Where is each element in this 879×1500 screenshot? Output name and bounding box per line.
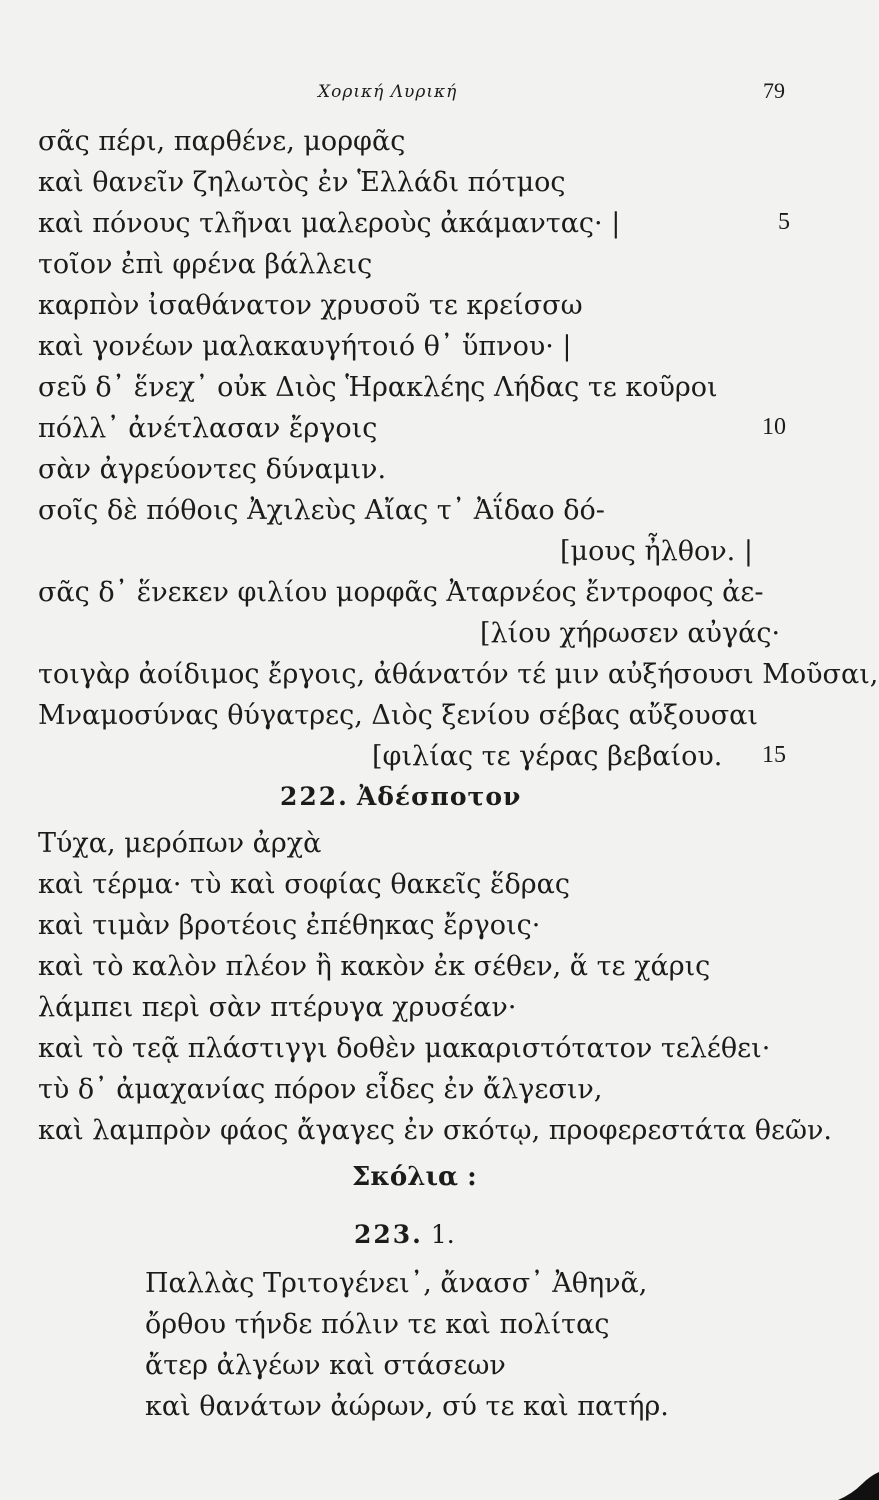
- verse-line: πόλλ᾽ ἀνέτλασαν ἔργοις: [38, 413, 378, 444]
- verse-line: καὶ τὸ τεᾷ πλάστιγγι δοθὲν μακαριστότατον τελέθει·: [38, 1033, 771, 1064]
- poem-index: 1.: [430, 1220, 455, 1249]
- verse-line: καὶ γονέων μαλακαυγήτοιό θ᾽ ὕπνου· |: [38, 331, 572, 362]
- verse-line: καὶ θανάτων ἀώρων, σύ τε καὶ πατήρ.: [145, 1391, 669, 1422]
- verse-line: σᾶς πέρι, παρθένε, μορφᾶς: [38, 126, 406, 157]
- verse-line: καὶ πόνους τλῆναι μαλεροὺς ἀκάμαντας· |: [38, 208, 621, 239]
- section-number: 222.: [280, 782, 349, 811]
- verse-line: τοιγὰρ ἀοίδιμος ἔργοις, ἀθάνατόν τέ μιν αὐξήσουσι Μοῦσαι,: [38, 659, 879, 690]
- verse-line: Τύχα, μερόπων ἀρχὰ: [38, 828, 322, 859]
- page-number: 79: [763, 78, 785, 103]
- verse-line: Παλλὰς Τριτογένει᾽, ἄνασσ᾽ Ἀθηνᾶ,: [145, 1268, 648, 1299]
- verse-line: καὶ λαμπρὸν φάος ἄγαγες ἐν σκότῳ, προφερεστάτα θεῶν.: [38, 1115, 832, 1146]
- verse-line: ἄτερ ἀλγέων καὶ στάσεων: [145, 1350, 506, 1381]
- line-number: 10: [762, 414, 786, 440]
- skolia-subheading: [354, 1220, 455, 1249]
- verse-line: καὶ θανεῖν ζηλωτὸς ἐν Ἑλλάδι πότμος: [38, 167, 566, 198]
- section-heading-222: [280, 782, 521, 811]
- verse-line-continuation: [μους ἦλθον. |: [560, 536, 753, 567]
- verse-line-continuation: [λίου χήρωσεν αὐγάς·: [480, 618, 781, 649]
- section-title: Ἀδέσποτον: [356, 782, 522, 811]
- verse-line: καρπὸν ἰσαθάνατον χρυσοῦ τε κρείσσω: [38, 290, 583, 321]
- verse-line: ὄρθου τήνδε πόλιν τε καὶ πολίτας: [145, 1309, 610, 1340]
- verse-line: τοῖον ἐπὶ φρένα βάλλεις: [38, 249, 373, 280]
- line-number: 5: [778, 209, 790, 235]
- running-title: Χορική Λυρική: [318, 82, 458, 102]
- section-number: 223.: [354, 1220, 423, 1249]
- running-head: [0, 78, 879, 106]
- verse-line: σᾶς δ᾽ ἕνεκεν φιλίου μορφᾶς Ἀταρνέος ἔντροφος ἀε-: [38, 577, 764, 608]
- verse-line: καὶ τέρμα· τὺ καὶ σοφίας θακεῖς ἕδρας: [38, 869, 570, 900]
- verse-line: καὶ τιμὰν βροτέοις ἐπέθηκας ἔργοις·: [38, 910, 541, 941]
- line-number: 15: [762, 742, 786, 768]
- verse-line: σὰν ἀγρεύοντες δύναμιν.: [38, 454, 387, 485]
- verse-line: σεῦ δ᾽ ἕνεχ᾽ οὐκ Διὸς Ἡρακλέης Λήδας τε κοῦροι: [38, 372, 718, 403]
- verse-line-continuation: [φιλίας τε γέρας βεβαίου.: [372, 741, 723, 772]
- verse-line: σοῖς δὲ πόθοις Ἀχιλεὺς Αἴας τ᾽ Ἀΐδαο δό-: [38, 495, 605, 526]
- verse-line: λάμπει περὶ σὰν πτέρυγα χρυσέαν·: [38, 992, 517, 1023]
- page-corner-mark: [838, 1472, 879, 1500]
- verse-line: Μναμοσύνας θύγατρες, Διὸς ξενίου σέβας αὔξουσαι: [38, 700, 758, 731]
- verse-line: καὶ τὸ καλὸν πλέον ἢ κακὸν ἐκ σέθεν, ἅ τε χάρις: [38, 951, 711, 982]
- verse-line: τὺ δ᾽ ἀμαχανίας πόρον εἶδες ἐν ἄλγεσιν,: [38, 1074, 603, 1105]
- skolia-heading: Σκόλια :: [352, 1162, 477, 1192]
